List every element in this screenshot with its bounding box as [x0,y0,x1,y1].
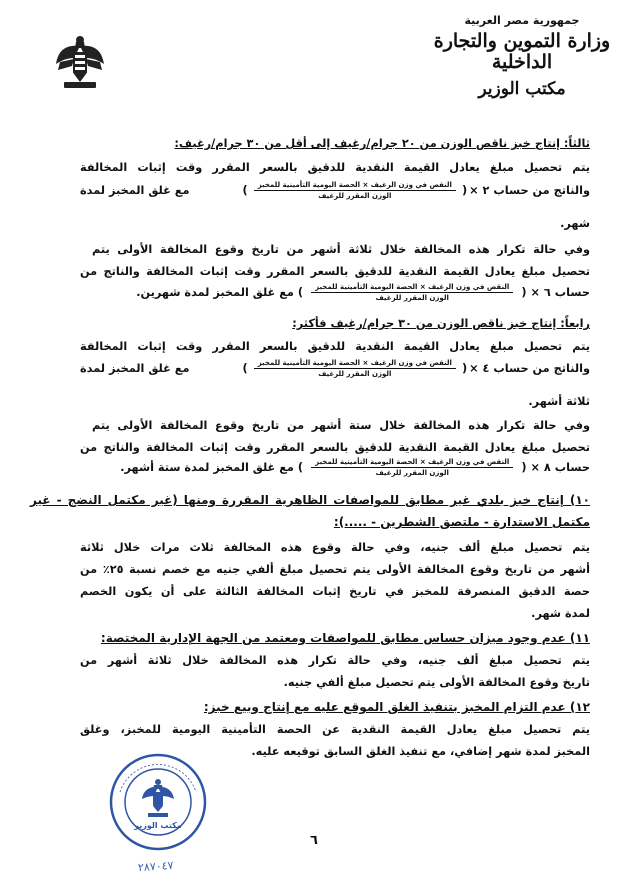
official-seal-icon [108,752,208,852]
formula-prefix: والناتج من حساب ٢ × [469,184,590,198]
formula-fraction: $\frac{\text{النقص في وزن الرغيف × الحصة اليومية التأمينية للمخبز}}{\text{الوزن المقرر للرغيف}}$ [254,182,456,200]
seal-text: مكتب الوزير [134,821,182,830]
section-12-line: يتم تحصيل مبلغ يعادل القيمة النقدية عن الحصة التأمينية اليومية للمخبز، وغلق [80,723,590,736]
section-10-line: حصة الدقيق المنصرفة للمخبز في تاريخ إثبات المخالفة الثالثة على أن يكون الخصم [80,585,590,598]
formula-fraction: $\frac{\text{النقص في وزن الرغيف × الحصة اليومية التأمينية للمخبز}}{\text{الوزن المقرر للرغيف}}$ [311,284,513,302]
eagle-emblem-icon [54,32,106,94]
republic-title: جمهورية مصر العربية [464,14,580,27]
office-title: مكتب الوزير [478,78,566,99]
section-10-heading: ١٠) إنتاج خبز بلدي غير مطابق للمواصفات الظاهرية المقررة ومنها (غير مكتمل النضج - غير [30,493,590,507]
section-10-heading: مكتمل الاستدارة - ملتصق الشطرين - .....): [333,515,590,529]
section-4-line: تحصيل مبلغ يعادل القيمة النقدية للدقيق بالسعر المقرر وقت إثبات المخالفة والناتج من [80,441,590,454]
section-4-line: ثلاثة أشهر. [528,395,590,408]
formula-fraction: $\frac{\text{النقص في وزن الرغيف × الحصة اليومية التأمينية للمخبز}}{\text{الوزن المقرر للرغيف}}$ [254,360,456,378]
section-4-formula-line: حساب ٨ × ( $\frac{\text{النقص في وزن الرغيف × الحصة اليومية التأمينية للمخبز}}{\text{الوزن المقرر للرغيف}}$ ) مع غلق المخبز لمدة ستة أشهر. [120,458,590,477]
section-3-formula-line: حساب ٦ × ( $\frac{\text{النقص في وزن الرغيف × الحصة اليومية التأمينية للمخبز}}{\text{الوزن المقرر للرغيف}}$ ) مع غلق المخبز لمدة شهرين. [136,283,590,302]
section-11-line: تاريخ وقوع المخالفة الأولى يتم تحصيل مبلغ ألفي جنيه. [283,676,590,689]
section-3-line: تحصيل مبلغ يعادل القيمة النقدية للدقيق بالسعر المقرر وقت إثبات المخالفة والناتج من [80,265,590,278]
section-4-heading: رابعاً: إنتاج خبز ناقص الوزن من ٣٠ جرام/رغيف فأكثر: [292,317,590,330]
formula-fraction: $\frac{\text{النقص في وزن الرغيف × الحصة اليومية التأمينية للمخبز}}{\text{الوزن المقرر للرغيف}}$ [311,459,513,477]
section-3-line: شهر. [560,217,590,230]
formula-suffix: مع غلق المخبز لمدة [80,184,190,198]
section-3-heading: ثالثاً: إنتاج خبز ناقص الوزن من ٢٠ جرام/رغيف إلى أقل من ٣٠ جرام/رغيف: [174,137,590,150]
section-10-line: يتم تحصيل مبلغ ألف جنيه، وفي حالة وقوع هذه المخالفة ثلاث مرات خلال ثلاثة [80,541,590,554]
section-3-line: وفي حالة تكرار هذه المخالفة خلال ثلاثة أشهر من تاريخ وقوع المخالفة الأولى يتم [92,243,590,256]
letterhead [422,14,622,99]
handwritten-note: ٢٨٧٠٤٧ [137,858,174,875]
section-11-line: يتم تحصيل مبلغ ألف جنيه، وفي حالة تكرار هذه المخالفة خلال ثلاثة أشهر من [80,654,590,667]
section-3-line: يتم تحصيل مبلغ يعادل القيمة النقدية للدقيق بالسعر المقرر وقت إثبات المخالفة [80,161,590,174]
section-12-heading: ١٢) عدم التزام المخبز بتنفيذ الغلق الموقع عليه مع إنتاج وبيع خبز: [203,700,590,714]
section-11-heading: ١١) عدم وجود ميزان حساس مطابق للمواصفات ومعتمد من الجهة الإدارية المختصة: [100,631,590,645]
section-12-line: المخبز لمدة شهر إضافي، مع تنفيذ الغلق السابق توقيعه عليه. [251,745,590,758]
section-4-formula-line: والناتج من حساب ٤ × ( $\frac{\text{النقص في وزن الرغيف × الحصة اليومية التأمينية للمخبز}}{\text{الوزن المقرر للرغيف}}$ ) مع غلق المخبز لمدة [80,359,590,378]
section-10-line: لمدة شهر. [531,607,590,620]
section-4-line: وفي حالة تكرار هذه المخالفة خلال ستة أشهر من تاريخ وقوع المخالفة الأولى يتم [92,419,590,432]
section-3-formula-line: والناتج من حساب ٢ × ( $\frac{\text{النقص في وزن الرغيف × الحصة اليومية التأمينية للمخبز}}{\text{الوزن المقرر للرغيف}}$ ) مع غلق المخبز لمدة [80,181,590,200]
section-10-line: أشهر من تاريخ وقوع المخالفة الأولى يتم تحصيل مبلغ ألفي جنيه مع خصم نسبة ٢٥٪ من [80,563,590,576]
ministry-title: وزارة التموين والتجارة الداخلية [433,30,611,73]
section-4-line: يتم تحصيل مبلغ يعادل القيمة النقدية للدقيق بالسعر المقرر وقت إثبات المخالفة [80,340,590,353]
page-number: ٦ [310,833,318,848]
